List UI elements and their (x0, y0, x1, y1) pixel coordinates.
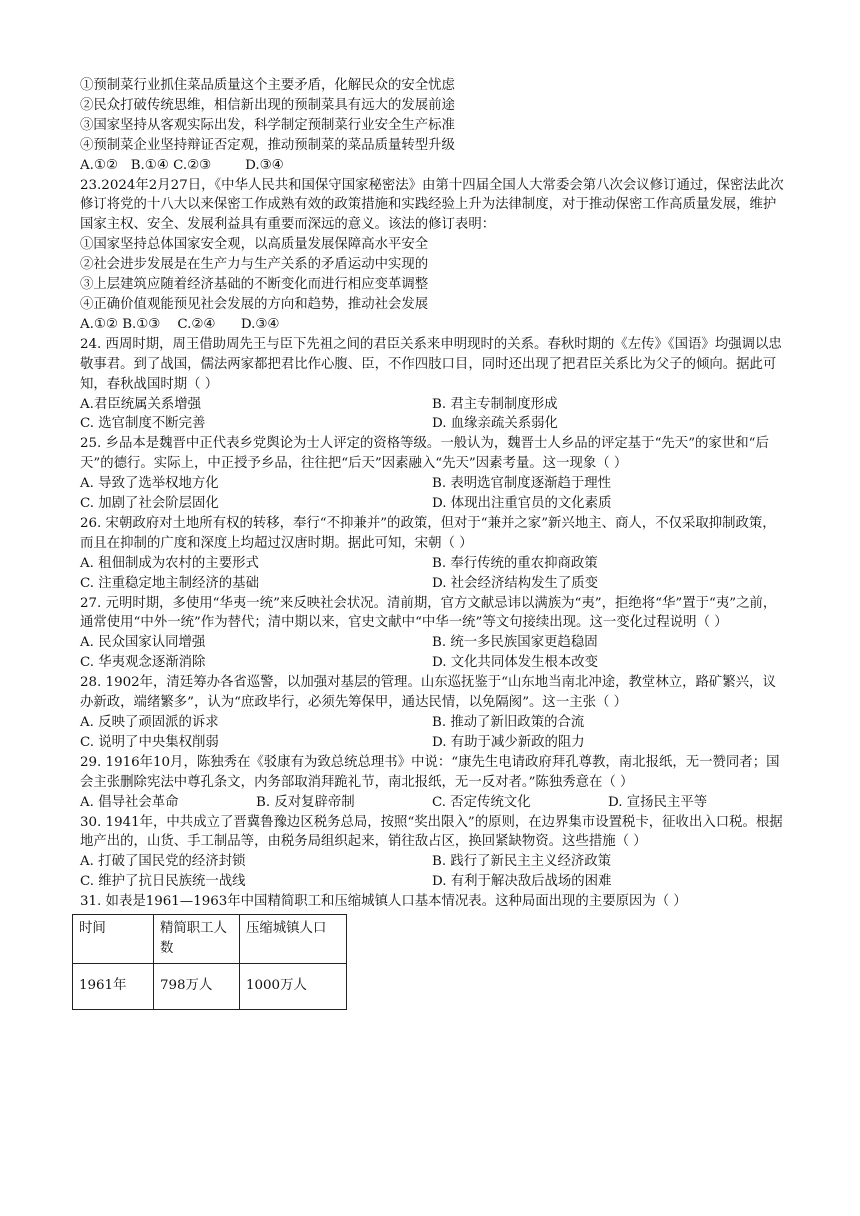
q27-option-d: D. 文化共同体发生根本改变 (432, 655, 599, 671)
q26-option-c: C. 注重稳定地主制经济的基础 (80, 575, 259, 591)
q24-option-b: B. 君主专制制度形成 (432, 396, 558, 412)
q29-option-a: A. 倡导社会革命 (80, 794, 179, 810)
q27-option-a: A. 民众国家认同增强 (80, 635, 206, 651)
q24-block (80, 335, 785, 435)
q25-block (80, 434, 785, 514)
q30-option-d: D. 有利于解决敌后战场的困难 (432, 874, 612, 890)
q25-option-a: A. 导致了选举权地方化 (80, 476, 219, 492)
q29-stem: 29. 1916年10月，陈独秀在《驳康有为致总统总理书》中说：“康先生电请政府拜孔尊教，南北报纸，无一赞同者；国会主张删除宪法中尊孔条文，内务部取消拜跪礼节，南北报纸，无一反对者。”陈独秀意在（ ） (80, 754, 780, 790)
q28-option-c: C. 说明了中央集权削弱 (80, 734, 219, 750)
q28-stem: 28. 1902年，清廷筹办各省巡警，以加强对基层的管理。山东巡抚鉴于“山东地当南北冲途，教堂林立，路矿繁兴，议办新政，端绪繁多”，认为“庶政毕行，必须先筹保甲，通达民情，以免隔阂”。这一主张（ ） (80, 675, 776, 711)
q23-stem: 23.2024年2月27日，《中华人民共和国保守国家秘密法》由第十四届全国人大常委会第八次会议修订通过，保密法此次修订将党的十八大以来保密工作成熟有效的政策措施和实践经验上升为法律制度，对于推动保密工作高质量发展，维护国家主权、安全、发展利益具有重要而深远的意义。该法的修订表明： (80, 177, 784, 233)
q31-stem: 31. 如表是1961—1963年中国精简职工和压缩城镇人口基本情况表。这种局面出现的主要原因为（ ） (80, 894, 687, 910)
q31-table (72, 914, 347, 1010)
table-cell: 1961年 (73, 963, 154, 1009)
table-header-cell: 精简职工人数 (154, 915, 240, 964)
q25-stem: 25. 乡品本是魏晋中正代表乡党舆论为士人评定的资格等级。一般认为，魏晋士人乡品的评定基于“先天”的家世和“后天”的德行。实际上，中正授予乡品，往往把“后天”因素融入“先天”因素考量。这一现象（ ） (80, 436, 769, 472)
q27-stem: 27. 元明时期，多使用“华夷一统”来反映社会状况。清前期，官方文献忌讳以满族为“夷”，拒绝将“华”置于“夷”之前，通常使用“中外一统”作为替代；清中期以来，官史文献中“中华一统”等文句接续出现。这一变化过程说明（ ） (80, 595, 777, 631)
q23-statement-2: ②社会进步发展是在生产力与生产关系的矛盾运动中实现的 (80, 257, 429, 273)
q28-option-a: A. 反映了顽固派的诉求 (80, 715, 219, 730)
table-header-cell: 时间 (73, 915, 154, 964)
q22-statement-2: ②民众打破传统思维，相信新出现的预制菜具有远大的发展前途 (80, 97, 455, 113)
q29-option-b: B. 反对复辟帝制 (256, 794, 355, 810)
q22-block (80, 76, 785, 176)
q30-stem: 30. 1941年，中共成立了晋冀鲁豫边区税务总局，按照“奖出限入”的原则，在边界集市设置税卡，征收出入口税。根据地产出的，山货、手工制品等，由税务局组织起来，销往敌占区，换回紧缺物资。这些措施（ ） (80, 814, 783, 850)
q25-option-c: C. 加剧了社会阶层固化 (80, 496, 219, 512)
q30-option-a: A. 打破了国民党的经济封锁 (80, 854, 246, 870)
q22-statement-3: ③国家坚持从客观实际出发，科学制定预制菜行业安全生产标准 (80, 117, 455, 133)
q29-option-d: D. 宣扬民主平等 (608, 794, 708, 810)
q26-stem: 26. 宋朝政府对土地所有权的转移，奉行“不抑兼并”的政策，但对于“兼并之家”新兴地主、商人，不仅采取抑制政策，而且在抑制的广度和深度上均超过汉唐时期。据此可知，宋朝（ ） (80, 515, 776, 551)
table-cell: 798万人 (154, 963, 240, 1009)
q28-option-d: D. 有助于减少新政的阻力 (432, 734, 585, 750)
table-row (73, 963, 347, 1009)
q30-block (80, 813, 785, 893)
q24-stem: 24. 西周时期，周王借助周先王与臣下先祖之间的君臣关系来申明现时的关系。春秋时期的《左传》《国语》均强调以忠敬事君。到了战国，儒法两家都把君比作心腹、臣，不作四肢口目，同时还出现了把君臣关系比为父子的倾向。据此可知，春秋战国时期（ ） (80, 336, 782, 392)
q27-block (80, 594, 785, 674)
table-header-row (73, 915, 347, 964)
q24-option-d: D. 血缘亲疏关系弱化 (432, 416, 558, 432)
q23-statement-4: ④正确价值观能预见社会发展的方向和趋势，推动社会发展 (80, 296, 429, 312)
q24-option-a: A.君臣统属关系增强 (80, 396, 202, 412)
table-header-cell: 压缩城镇人口 (240, 915, 347, 964)
q24-option-c: C. 选官制度不断完善 (80, 416, 206, 432)
q30-option-c: C. 维护了抗日民族统一战线 (80, 874, 246, 890)
q23-statement-3: ③上层建筑应随着经济基础的不断变化而进行相应变革调整 (80, 277, 429, 293)
q25-option-d: D. 体现出注重官员的文化素质 (432, 496, 612, 512)
q29-block (80, 753, 785, 813)
q25-option-b: B. 表明选官制度逐渐趋于理性 (432, 476, 612, 492)
q29-option-c: C. 否定传统文化 (432, 794, 531, 810)
exam-page (80, 76, 785, 1010)
q26-option-b: B. 奉行传统的重农抑商政策 (432, 555, 598, 571)
q23-statement-1: ①国家坚持总体国家安全观，以高质量发展保障高水平安全 (80, 237, 429, 253)
q27-option-b: B. 统一多民族国家更趋稳固 (432, 635, 598, 651)
q28-block (80, 673, 785, 753)
q31-block (80, 892, 785, 1010)
q22-statement-4: ④预制菜企业坚持辩证否定观，推动预制菜的菜品质量转型升级 (80, 137, 455, 153)
q26-option-a: A. 租佃制成为农村的主要形式 (80, 555, 259, 571)
q30-option-b: B. 践行了新民主主义经济政策 (432, 854, 612, 870)
q23-block (80, 176, 785, 335)
q26-option-d: D. 社会经济结构发生了质变 (432, 575, 599, 591)
q22-options: A.①② B.①④ C.②③ D.③④ (80, 157, 284, 173)
q23-options: A.①② B.①③ C.②④ D.③④ (80, 316, 280, 332)
q27-option-c: C. 华夷观念逐渐消除 (80, 655, 206, 671)
table-cell: 1000万人 (240, 963, 347, 1009)
q26-block (80, 514, 785, 594)
q22-statement-1: ①预制菜行业抓住菜品质量这个主要矛盾，化解民众的安全忧虑 (80, 78, 455, 93)
q28-option-b: B. 推动了新旧政策的合流 (432, 715, 585, 730)
